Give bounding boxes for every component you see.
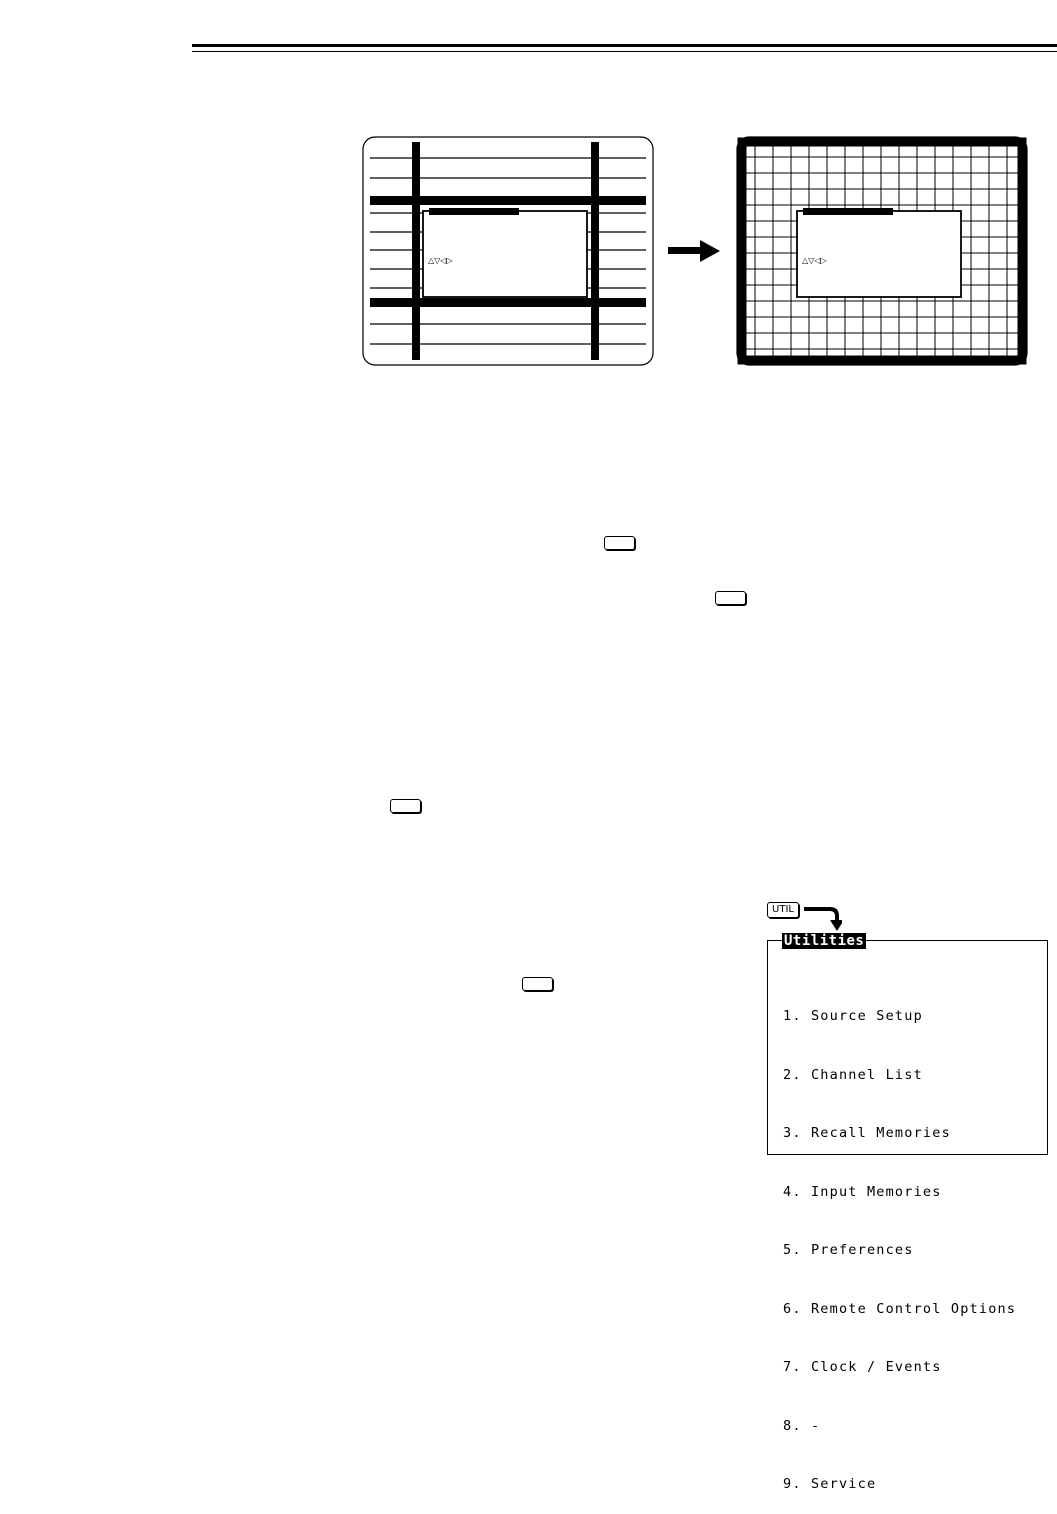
right-arrow-glyphs: △▽◁▷: [802, 256, 827, 265]
menu-item-service[interactable]: 9. Service: [783, 1476, 877, 1492]
right-arrow-icon: [668, 240, 720, 262]
misaligned-screen-figure: [362, 136, 654, 366]
menu-item-clock-events[interactable]: 7. Clock / Events: [783, 1359, 942, 1375]
header-rule-thick: [192, 44, 1057, 47]
menu-item-source-setup[interactable]: 1. Source Setup: [783, 1008, 923, 1024]
menu-item-8[interactable]: 8. -: [783, 1417, 821, 1434]
remote-key-icon: [604, 536, 635, 550]
menu-item-recall-memories[interactable]: 3. Recall Memories: [783, 1125, 951, 1141]
menu-item-preferences[interactable]: 5. Preferences: [783, 1242, 914, 1258]
aligned-screen-figure: [736, 136, 1028, 366]
left-arrow-glyphs: △▽◁▷: [428, 256, 453, 265]
header-rule-thin: [192, 51, 1057, 52]
menu-item-channel-list[interactable]: 2. Channel List: [783, 1066, 923, 1083]
utilities-menu-list: [783, 968, 1016, 1514]
menu-item-remote-control-options[interactable]: 6. Remote Control Options: [783, 1300, 1017, 1317]
remote-key-icon: [715, 591, 746, 605]
remote-key-icon: [522, 977, 553, 991]
utilities-menu-title: Utilities: [784, 933, 865, 949]
menu-item-input-memories[interactable]: 4. Input Memories: [783, 1183, 942, 1200]
util-key-icon: UTIL: [767, 902, 799, 918]
remote-key-icon: [390, 799, 421, 813]
